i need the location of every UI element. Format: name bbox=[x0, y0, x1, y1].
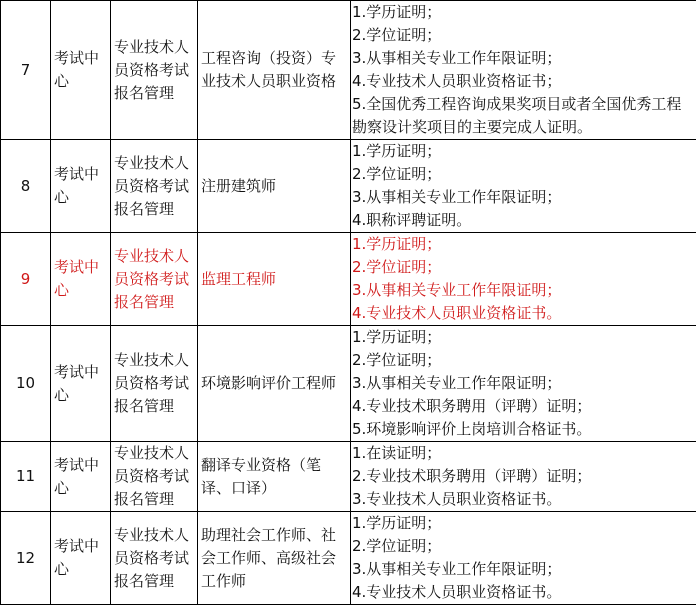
department-cell: 考试中心 bbox=[51, 442, 111, 512]
table-row bbox=[1, 512, 696, 605]
row-number: 11 bbox=[1, 442, 51, 512]
requirements-list bbox=[352, 140, 695, 232]
matter-cell: 专业技术人员资格考试报名管理 bbox=[111, 326, 198, 442]
table-body bbox=[1, 1, 696, 605]
requirements-cell bbox=[351, 326, 696, 442]
row-number: 9 bbox=[1, 233, 51, 326]
requirement-item: 4.职称评聘证明。 bbox=[352, 209, 695, 232]
requirement-item: 2.学位证明； bbox=[352, 24, 695, 47]
table-row bbox=[1, 442, 696, 512]
matter-cell: 专业技术人员资格考试报名管理 bbox=[111, 442, 198, 512]
table-row bbox=[1, 140, 696, 233]
qualification-cell: 环境影响评价工程师 bbox=[198, 326, 351, 442]
matter-cell: 专业技术人员资格考试报名管理 bbox=[111, 140, 198, 233]
qualification-cell: 工程咨询（投资）专业技术人员职业资格 bbox=[198, 1, 351, 140]
requirements-cell bbox=[351, 512, 696, 605]
requirement-item: 3.从事相关专业工作年限证明； bbox=[352, 47, 695, 70]
requirement-item: 1.学历证明； bbox=[352, 512, 695, 535]
requirement-item: 2.专业技术职务聘用（评聘）证明； bbox=[352, 465, 695, 488]
requirements-list bbox=[352, 442, 695, 511]
requirements-cell bbox=[351, 1, 696, 140]
requirement-item: 5.环境影响评价上岗培训合格证书。 bbox=[352, 418, 695, 441]
requirements-list bbox=[352, 326, 695, 441]
requirement-item: 2.学位证明； bbox=[352, 349, 695, 372]
requirement-item: 4.专业技术人员职业资格证书。 bbox=[352, 302, 695, 325]
requirements-list bbox=[352, 512, 695, 604]
requirement-item: 1.在读证明； bbox=[352, 442, 695, 465]
requirement-item: 3.专业技术人员职业资格证书。 bbox=[352, 488, 695, 511]
requirements-cell bbox=[351, 442, 696, 512]
qualification-cell: 监理工程师 bbox=[198, 233, 351, 326]
requirement-item: 3.从事相关专业工作年限证明； bbox=[352, 372, 695, 395]
requirement-item: 1.学历证明； bbox=[352, 140, 695, 163]
requirement-item: 3.从事相关专业工作年限证明； bbox=[352, 186, 695, 209]
requirement-item: 2.学位证明； bbox=[352, 535, 695, 558]
requirement-item: 4.专业技术人员职业资格证书。 bbox=[352, 581, 695, 604]
matter-cell: 专业技术人员资格考试报名管理 bbox=[111, 512, 198, 605]
requirement-item: 4.专业技术人员职业资格证书； bbox=[352, 70, 695, 93]
requirement-item: 1.学历证明； bbox=[352, 326, 695, 349]
qualification-cell: 助理社会工作师、社会工作师、高级社会工作师 bbox=[198, 512, 351, 605]
requirement-item: 3.从事相关专业工作年限证明； bbox=[352, 558, 695, 581]
requirements-cell bbox=[351, 140, 696, 233]
requirement-item: 1.学历证明； bbox=[352, 1, 695, 24]
department-cell: 考试中心 bbox=[51, 140, 111, 233]
requirement-item: 2.学位证明； bbox=[352, 256, 695, 279]
table-row bbox=[1, 1, 696, 140]
requirement-item: 2.学位证明； bbox=[352, 163, 695, 186]
row-number: 8 bbox=[1, 140, 51, 233]
table-row bbox=[1, 326, 696, 442]
requirement-item: 5.全国优秀工程咨询成果奖项目或者全国优秀工程勘察设计奖项目的主要完成人证明。 bbox=[352, 93, 695, 139]
row-number: 10 bbox=[1, 326, 51, 442]
requirements-list bbox=[352, 1, 695, 139]
requirement-item: 4.专业技术职务聘用（评聘）证明； bbox=[352, 395, 695, 418]
requirement-item: 3.从事相关专业工作年限证明； bbox=[352, 279, 695, 302]
department-cell: 考试中心 bbox=[51, 326, 111, 442]
requirement-item: 1.学历证明； bbox=[352, 233, 695, 256]
matter-cell: 专业技术人员资格考试报名管理 bbox=[111, 233, 198, 326]
requirements-cell bbox=[351, 233, 696, 326]
requirements-list bbox=[352, 233, 695, 325]
qualification-cell: 注册建筑师 bbox=[198, 140, 351, 233]
matter-cell: 专业技术人员资格考试报名管理 bbox=[111, 1, 198, 140]
row-number: 12 bbox=[1, 512, 51, 605]
qualification-cell: 翻译专业资格（笔译、口译） bbox=[198, 442, 351, 512]
department-cell: 考试中心 bbox=[51, 1, 111, 140]
row-number: 7 bbox=[1, 1, 51, 140]
department-cell: 考试中心 bbox=[51, 512, 111, 605]
table-row-highlighted bbox=[1, 233, 696, 326]
department-cell: 考试中心 bbox=[51, 233, 111, 326]
